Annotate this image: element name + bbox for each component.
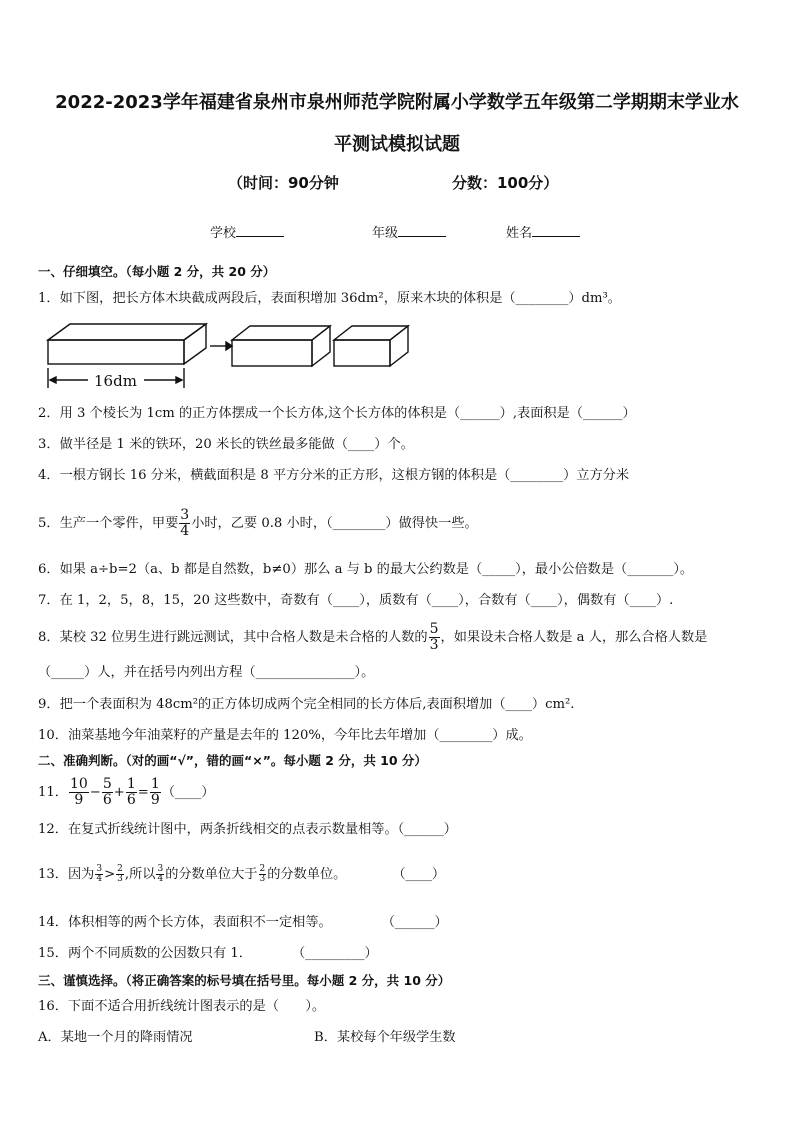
question-16: 16．下面不适合用折线统计图表示的是（ ）。	[38, 999, 326, 1014]
question-11-number: 11．	[38, 785, 68, 800]
exam-time: （时间：90分钟	[228, 174, 339, 192]
cut-cuboid-right	[334, 326, 408, 366]
fraction-1-6: $\frac{1}{6}$	[126, 776, 136, 808]
question-13	[38, 860, 764, 890]
fraction-3-4-small-2: $\frac{3}{4}$	[157, 864, 164, 884]
question-2: 2．用 3 个棱长为 1cm 的正方体摆成一个长方体,这个长方体的体积是（______）,表面积是（______）	[38, 406, 636, 421]
question-6: 6．如果 a÷b=2（a、b 都是自然数，b≠0）那么 a 与 b 的最大公约数是（_____），最小公倍数是（_______）。	[38, 562, 694, 577]
question-4: 4．一根方钢长 16 分米，横截面积是 8 平方分米的正方形，这根方钢的体积是（________）立方分米	[38, 468, 630, 483]
exam-title-line-1: 2022-2023学年福建省泉州市泉州师范学院附属小学数学五年级第二学期期末学业水	[55, 92, 739, 113]
question-8	[38, 622, 764, 653]
question-8-continued: （_____）人，并在括号内列出方程（_______________）。	[38, 665, 375, 680]
exam-meta	[0, 172, 794, 196]
question-13-text-b: ,所以	[124, 867, 156, 882]
name-field	[506, 222, 580, 241]
question-11-blank[interactable]: （____）	[161, 785, 215, 800]
question-8-text-b: ，如果设未合格人数是 a 人，那么合格人数是	[440, 630, 708, 645]
fraction-3-4-small: $\frac{3}{4}$	[96, 864, 103, 884]
greater-than-sign: >	[104, 867, 116, 882]
option-a[interactable]: A．某地一个月的降雨情况	[38, 1030, 193, 1045]
grade-field	[372, 222, 446, 241]
option-b[interactable]: B．某校每个年级学生数	[314, 1030, 456, 1045]
question-5-text-a: 5．生产一个零件，甲要	[38, 516, 179, 531]
question-13-text-c: 的分数单位大于	[165, 867, 258, 882]
arrow	[210, 342, 232, 350]
question-5	[38, 508, 764, 539]
question-14-blank[interactable]: （______）	[381, 915, 448, 930]
equals-sign: =	[137, 785, 149, 800]
question-9: 9．把一个表面积为 48cm²的正方体切成两个完全相同的长方体后,表面积增加（____）cm².	[38, 697, 575, 712]
question-13-text-d: 的分数单位。	[267, 867, 347, 882]
fraction-3-4: $\frac{3}{4}$	[180, 507, 190, 539]
question-11	[38, 776, 764, 810]
fraction-10-9: $\frac{10}{9}$	[69, 776, 88, 808]
plus-sign: +	[113, 785, 125, 800]
fraction-5-6: $\frac{5}{6}$	[102, 776, 112, 808]
fraction-2-3-small-2: $\frac{2}{3}$	[259, 864, 266, 884]
question-15-text: 15．两个不同质数的公因数只有 1．	[38, 946, 252, 961]
question-15-blank[interactable]: （_________）	[292, 946, 378, 961]
grade-label: 年级	[372, 226, 399, 241]
section-1-heading: 一、仔细填空。（每小题 2 分，共 20 分）	[38, 264, 276, 279]
question-12: 12．在复式折线统计图中，两条折线相交的点表示数量相等。（______）	[38, 822, 457, 837]
question-7: 7．在 1，2，5，8，15，20 这些数中，奇数有（____），质数有（____），合数有（____），偶数有（____）.	[38, 593, 674, 608]
question-15	[38, 945, 764, 963]
question-16-options	[38, 1029, 764, 1047]
question-14	[38, 914, 764, 932]
long-cuboid	[48, 324, 206, 364]
section-3-heading: 三、谨慎选择。（将正确答案的标号填在括号里。每小题 2 分，共 10 分）	[38, 973, 451, 988]
question-1: 1．如下图，把长方体木块截成两段后，表面积增加 36dm²，原来木块的体积是（________）dm³。	[38, 291, 621, 306]
question-14-text: 14．体积相等的两个长方体，表面积不一定相等。	[38, 915, 332, 930]
name-blank[interactable]	[532, 224, 580, 237]
school-blank[interactable]	[236, 224, 284, 237]
fraction-2-3-small: $\frac{2}{3}$	[117, 864, 123, 884]
name-label: 姓名	[506, 226, 533, 241]
fraction-5-3: $\frac{5}{3}$	[429, 621, 439, 653]
fraction-1-9: $\frac{1}{9}$	[150, 776, 160, 808]
exam-score: 分数：100分）	[452, 174, 559, 192]
cut-cuboid-left	[232, 326, 330, 366]
question-13-blank[interactable]: （____）	[392, 867, 446, 882]
grade-blank[interactable]	[398, 224, 446, 237]
school-label: 学校	[210, 226, 237, 241]
section-2-heading: 二、准确判断。（对的画“√”，错的画“×”。每小题 2 分，共 10 分）	[38, 753, 427, 768]
minus-sign: −	[89, 785, 101, 800]
question-13-text-a: 13．因为	[38, 867, 95, 882]
dimension-label: 16dm	[94, 372, 137, 390]
cuboid-figure	[40, 318, 420, 396]
question-10: 10．油菜基地今年油菜籽的产量是去年的 120%，今年比去年增加（________）成。	[38, 728, 532, 743]
question-3: 3．做半径是 1 米的铁环，20 米长的铁丝最多能做（____）个。	[38, 437, 414, 452]
question-5-text-b: 小时，乙要 0.8 小时，（________）做得快一些。	[191, 516, 478, 531]
exam-title-line-2: 平测试模拟试题	[334, 134, 460, 155]
school-field	[210, 222, 284, 241]
question-8-text-a: 8．某校 32 位男生进行跳远测试，其中合格人数是未合格的人数的	[38, 630, 428, 645]
